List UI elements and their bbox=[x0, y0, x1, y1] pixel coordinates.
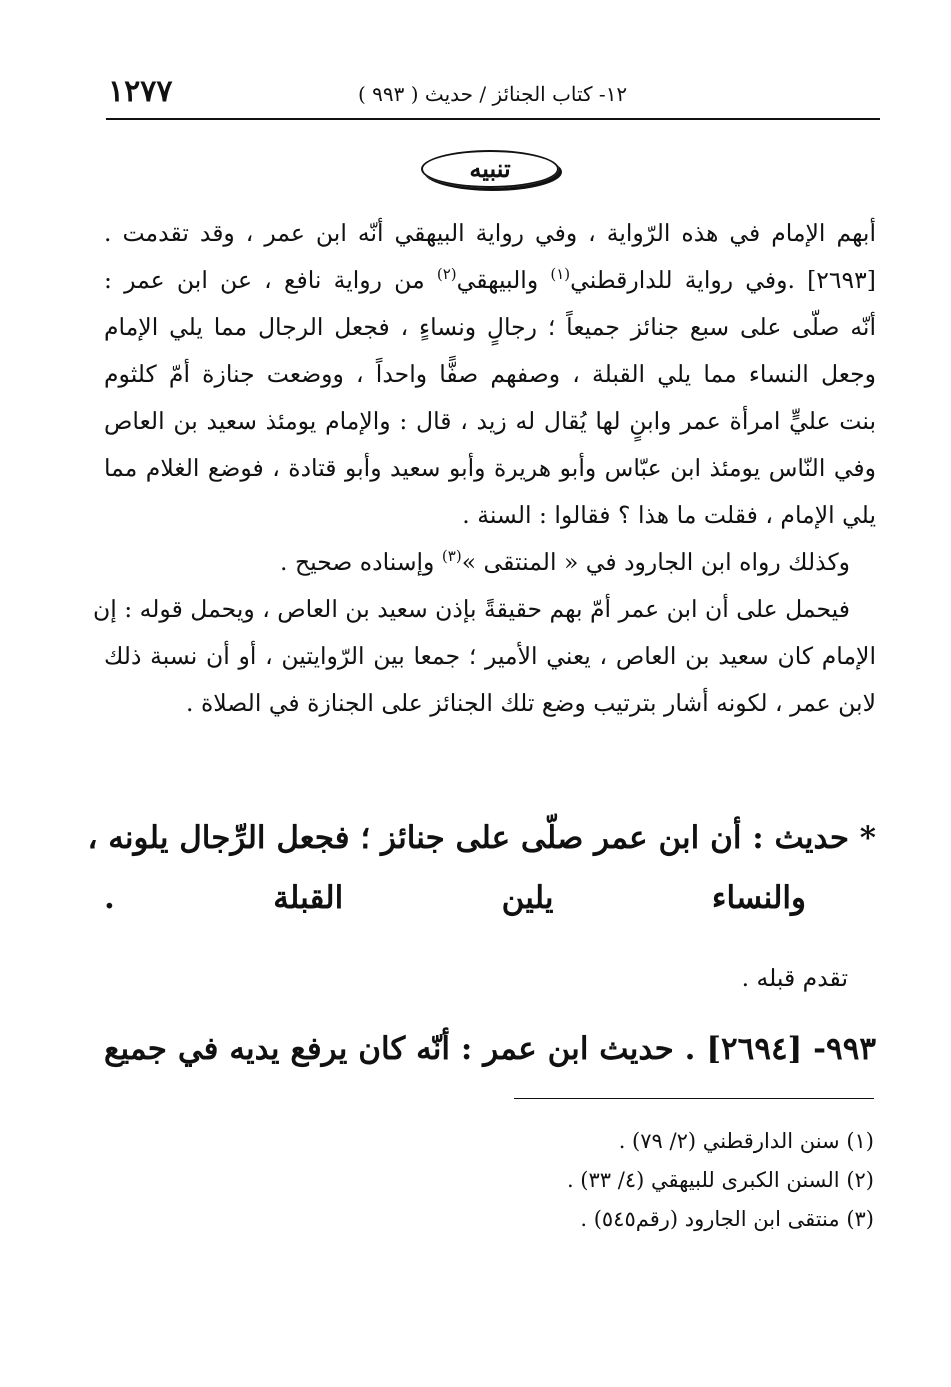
body-line: أبهم الإمام في هذه الرّواية ، وفي رواية البيهقي أنّه ابن عمر ، وقد تقدمت . bbox=[104, 219, 876, 247]
hadith-heading bbox=[87, 808, 876, 928]
body-line: وفي النّاس يومئذ ابن عبّاس وأبو هريرة وأبو سعيد وأبو قتادة ، فوضع الغلام مما bbox=[104, 454, 876, 482]
body-line: يلي الإمام ، فقلت ما هذا ؟ فقالوا : السنة . bbox=[462, 501, 876, 529]
citation-text: والبيهقي bbox=[456, 266, 539, 294]
notice-title: تنبيه bbox=[469, 154, 511, 183]
paragraph-2-text: وكذلك رواه ابن الجارود في « المنتقى » bbox=[461, 548, 850, 576]
footnotes bbox=[300, 1122, 874, 1239]
page-header bbox=[100, 74, 878, 114]
citation-text: [٢٦٩٣] .وفي رواية للدارقطني bbox=[570, 266, 876, 294]
paragraph-2 bbox=[104, 539, 876, 586]
hadith-entry-heading: ٩٩٣- [٢٦٩٤] . حديث ابن عمر : أنّه كان يرفع يديه في جميع bbox=[104, 1031, 876, 1067]
footnote-ref-3[interactable]: (٣) bbox=[441, 547, 462, 566]
footnote-1: (١) سنن الدارقطني (٢/ ٧٩) . bbox=[618, 1129, 874, 1153]
paragraph-3-line: لابن عمر ، لكونه أشار بترتيب وضع تلك الجنائز على الجنازة في الصلاة . bbox=[186, 689, 876, 717]
paragraph-3-line: فيحمل على أن ابن عمر أمّ بهم حقيقةً بإذن سعيد بن العاص ، ويحمل قوله : إن bbox=[93, 595, 850, 623]
footnote-rule bbox=[514, 1098, 874, 1099]
citation-text: من رواية نافع ، عن ابن عمر : bbox=[104, 266, 425, 294]
footnote-ref-1[interactable]: (١) bbox=[550, 265, 571, 284]
hadith-note-text: تقدم قبله . bbox=[741, 964, 848, 992]
body-text bbox=[93, 210, 876, 727]
hadith-line: * حديث : أن ابن عمر صلّى على جنائز ؛ فجعل الرِّجال يلونه ، bbox=[87, 820, 876, 856]
body-line-citation bbox=[104, 257, 876, 304]
body-line: أنّه صلّى على سبع جنائز جميعاً ؛ رجالٍ ونساءٍ ، فجعل الرجال مما يلي الإمام bbox=[104, 313, 876, 341]
notice-title-badge bbox=[421, 150, 559, 188]
body-line: وجعل النساء مما يلي القبلة ، وصفهم صفًّا واحداً ، ووضعت جنازة أمّ كلثوم bbox=[104, 360, 876, 388]
body-line: بنت عليٍّ امرأة عمر وابنٍ لها يُقال له زيد ، قال : والإمام يومئذ سعيد بن العاص bbox=[104, 407, 876, 435]
paragraph-2-text: وإسناده صحيح . bbox=[280, 548, 435, 576]
paragraph-3-line: الإمام كان سعيد بن العاص ، يعني الأمير ؛ جمعا بين الرّوايتين ، أو أن نسبة ذلك bbox=[104, 642, 876, 670]
hadith-line: والنساء يلين القبلة . bbox=[104, 880, 806, 916]
hadith-note bbox=[104, 958, 876, 998]
page-number: ١٢٧٧ bbox=[108, 74, 173, 109]
running-head: ١٢- كتاب الجنائز / حديث ( ٩٩٣ ) bbox=[358, 82, 628, 106]
footnote-ref-2[interactable]: (٢) bbox=[436, 265, 457, 284]
footnote-2: (٢) السنن الكبرى للبيهقي (٤/ ٣٣) . bbox=[566, 1168, 874, 1192]
header-rule bbox=[106, 118, 880, 120]
footnote-3: (٣) منتقى ابن الجارود (رقم٥٤٥) . bbox=[580, 1207, 874, 1231]
